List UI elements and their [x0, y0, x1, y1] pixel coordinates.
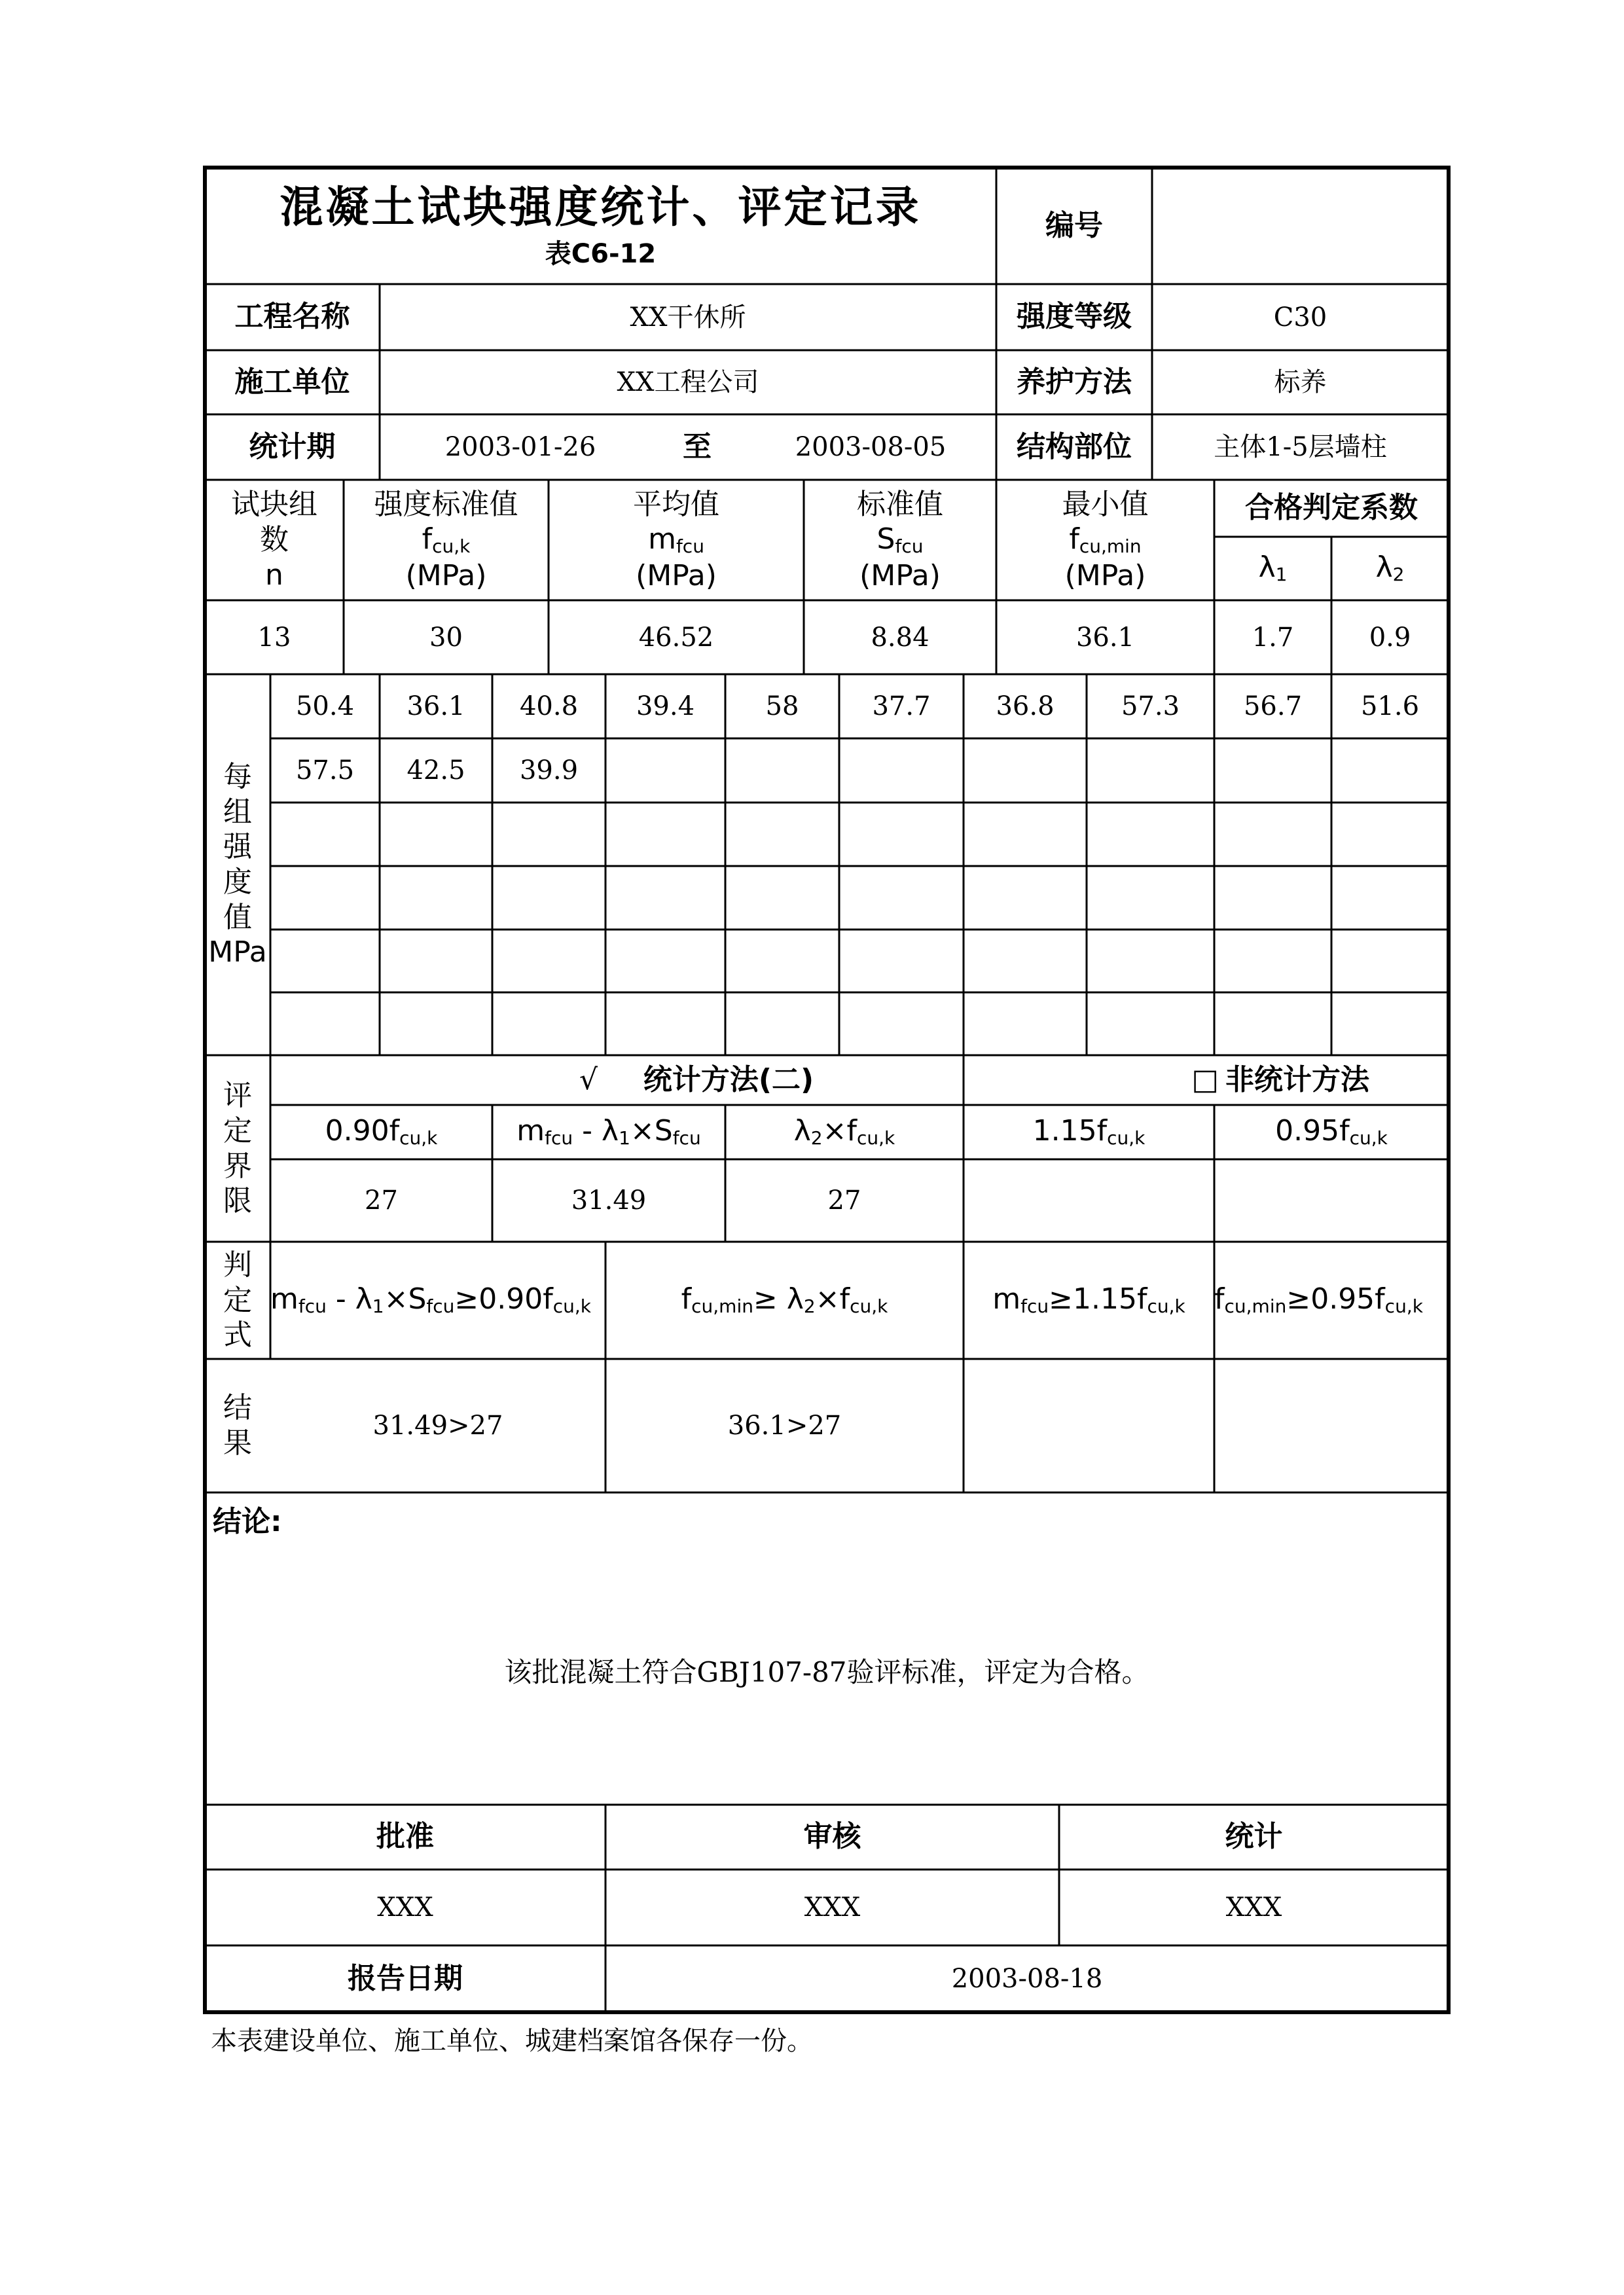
header-lambda2: $\lambda_2$	[1375, 551, 1405, 586]
serial-number-value	[1152, 168, 1449, 284]
strength-value: 39.4	[636, 691, 695, 721]
limit-value-2: 31.49	[571, 1185, 647, 1216]
strength-value: 58	[765, 691, 799, 721]
conclusion-label: 结论:	[213, 1504, 282, 1538]
header-lambda1: $\lambda_1$	[1258, 551, 1288, 586]
header-mean-value: 平均值 $m_{fcu}$ (MPa)	[633, 487, 719, 592]
evaluation-limits-label: 评 定 界 限	[223, 1079, 252, 1218]
strength-values-label: 每 组 强 度 值 MPa	[208, 759, 267, 969]
value-minimum: 36.1	[1075, 622, 1135, 653]
period-to: 至	[683, 429, 712, 463]
contractor-value: XX工程公司	[617, 367, 759, 397]
strength-grade-label: 强度等级	[1017, 300, 1132, 334]
judgement-formula-3: $m_{fcu}\ge 1.15f_{cu,k}$	[992, 1282, 1185, 1318]
limit-formula-3: $\lambda_2\times f_{cu,k}$	[793, 1114, 895, 1149]
curing-method-value: 标养	[1274, 367, 1327, 397]
strength-value: 37.7	[872, 691, 931, 721]
period-start: 2003-01-26	[444, 432, 596, 462]
result-2: 36.1>27	[727, 1411, 842, 1441]
header-group-count: 试块组 数 n	[231, 488, 317, 592]
header-std-deviation: 标准值 $S_{fcu}$ (MPa)	[857, 487, 943, 592]
non-statistical-method-check[interactable]: □	[1191, 1062, 1219, 1096]
judgement-formula-1: $m_{fcu} - \lambda_1\times S_{fcu}\ge 0.90f_{cu,k}$	[270, 1282, 591, 1318]
serial-number-label: 编号	[1045, 208, 1103, 242]
limit-formula-2: $m_{fcu} - \lambda_1\times S_{fcu}$	[516, 1114, 701, 1149]
header-minimum-value: 最小值 $f_{cu,min}$ (MPa)	[1062, 487, 1149, 592]
report-date-label: 报告日期	[348, 1961, 463, 1995]
limit-formula-1: $0.90f_{cu,k}$	[325, 1114, 438, 1149]
header-coefficients: 合格判定系数	[1245, 491, 1418, 525]
review-value: XXX	[804, 1892, 861, 1923]
strength-value: 50.4	[295, 691, 355, 721]
value-lambda2: 0.9	[1369, 622, 1411, 653]
non-statistical-method-label: 非统计方法	[1225, 1062, 1369, 1096]
limit-formula-5: $0.95f_{cu,k}$	[1275, 1114, 1388, 1149]
document-title: 混凝土试块强度统计、评定记录	[280, 182, 922, 233]
result-1: 31.49>27	[372, 1411, 503, 1441]
strength-value: 51.6	[1360, 691, 1420, 721]
value-group-count: 13	[257, 622, 291, 653]
contractor-label: 施工单位	[234, 365, 350, 399]
strength-value: 57.5	[295, 755, 355, 786]
statistical-method-label: 统计方法(二)	[643, 1062, 814, 1096]
footnote: 本表建设单位、施工单位、城建档案馆各保存一份。	[211, 2026, 813, 2056]
structure-part-value: 主体1-5层墙柱	[1214, 432, 1387, 462]
conclusion-text: 该批混凝土符合GBJ107-87验评标准，评定为合格。	[504, 1655, 1149, 1688]
value-standard: 30	[429, 622, 463, 653]
strength-value: 39.9	[519, 755, 579, 786]
strength-value: 36.1	[406, 691, 465, 721]
strength-value: 56.7	[1243, 691, 1303, 721]
value-std-deviation: 8.84	[871, 622, 929, 653]
approve-label: 批准	[376, 1820, 434, 1854]
strength-grade-value: C30	[1273, 302, 1327, 333]
header-standard-value: 强度标准值 $f_{cu,k}$ (MPa)	[374, 487, 518, 592]
strength-value: 42.5	[406, 755, 465, 786]
strength-value: 36.8	[996, 691, 1055, 721]
limit-value-1: 27	[365, 1185, 398, 1216]
project-name-label: 工程名称	[234, 300, 350, 334]
value-mean: 46.52	[638, 622, 714, 653]
statistical-method-check[interactable]: √	[579, 1062, 598, 1096]
results-label: 结 果	[223, 1391, 252, 1460]
statistics-label: 统计	[1225, 1820, 1283, 1854]
limit-value-3: 27	[827, 1185, 861, 1216]
project-name-value: XX干休所	[630, 302, 746, 333]
structure-part-label: 结构部位	[1017, 429, 1132, 463]
strength-value: 57.3	[1121, 691, 1180, 721]
approve-value: XXX	[377, 1892, 433, 1923]
judgement-formula-4: $f_{cu,min}\ge 0.95f_{cu,k}$	[1214, 1282, 1423, 1318]
report-date-value: 2003-08-18	[951, 1964, 1103, 1994]
review-label: 审核	[803, 1820, 861, 1854]
period-label: 统计期	[249, 429, 336, 463]
value-lambda1: 1.7	[1252, 622, 1294, 653]
limit-formula-4: $1.15f_{cu,k}$	[1032, 1114, 1146, 1149]
judgement-formula-2: $f_{cu,min}\ge \lambda_2\times f_{cu,k}$	[681, 1282, 888, 1318]
form-number: 表C6-12	[545, 238, 657, 269]
title-area	[205, 168, 996, 284]
period-end: 2003-08-05	[795, 432, 947, 462]
judgement-label: 判 定 式	[223, 1248, 252, 1352]
strength-value: 40.8	[519, 691, 579, 721]
statistics-value: XXX	[1225, 1892, 1282, 1923]
curing-method-label: 养护方法	[1017, 365, 1132, 399]
